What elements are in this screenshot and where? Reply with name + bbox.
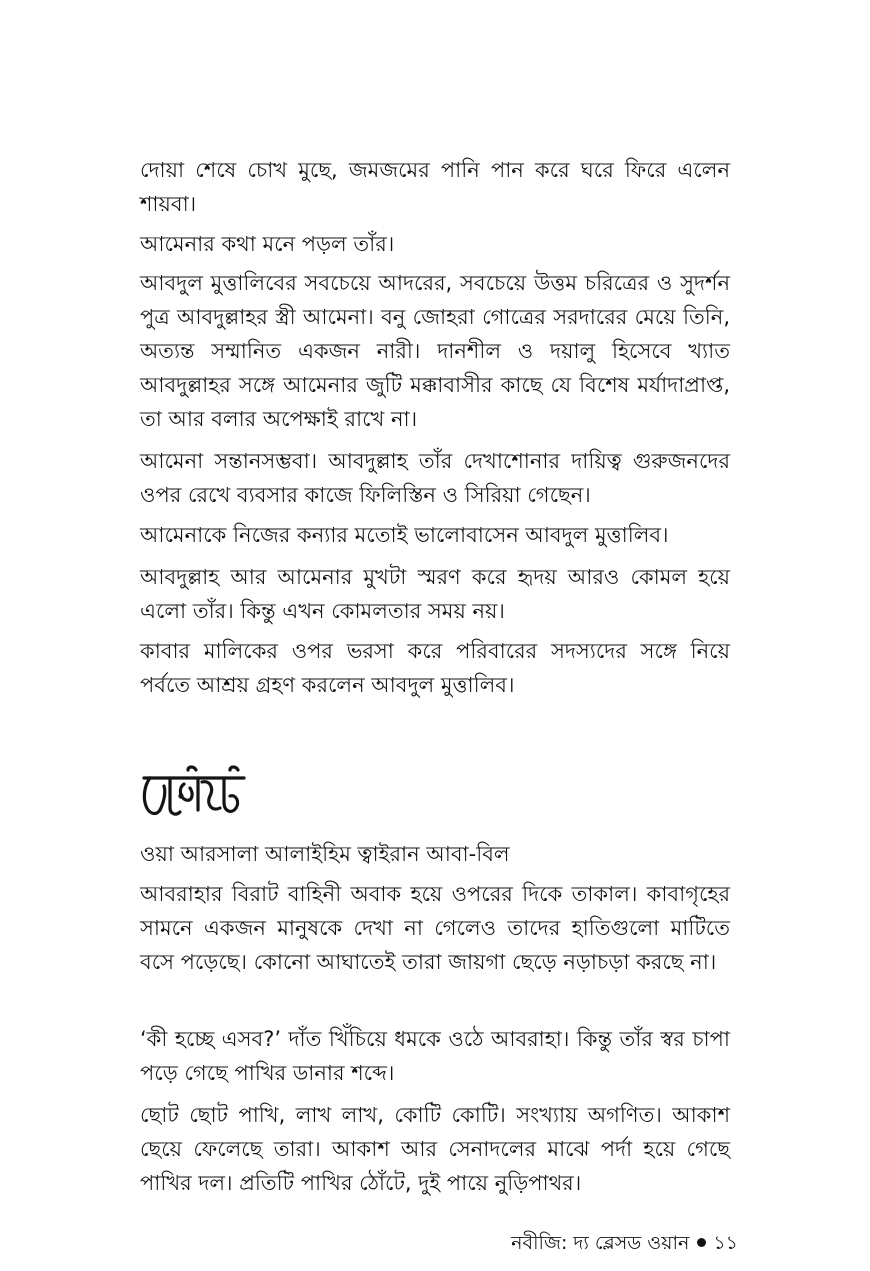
page-number: ১১ bbox=[713, 1232, 738, 1254]
top-paragraph-1-block bbox=[140, 153, 730, 221]
footer-book-title: নবীজি: দ্য ব্লেসড ওয়ান bbox=[511, 1232, 690, 1254]
bottom-paragraph-3-block bbox=[140, 1098, 730, 1200]
paragraph: আমেনাকে নিজের কন্যার মতোই ভালোবাসেন আবদুল মুত্তালিব। bbox=[140, 523, 669, 547]
top-paragraph-5-block bbox=[140, 518, 730, 552]
section-subtitle-block bbox=[140, 837, 730, 871]
paragraph: কাবার মালিকের ওপর ভরসা করে পরিবারের সদস্যদের সঙ্গে নিয়ে পর্বতে আশ্রয় গ্রহণ করলেন আবদুল মুত্তালিব। bbox=[140, 639, 730, 697]
top-paragraph-4-block bbox=[140, 444, 730, 512]
top-paragraph-7-block bbox=[140, 634, 730, 702]
paragraph: আবদুল্লাহ আর আমেনার মুখটা স্মরণ করে হৃদয় আরও কোমল হয়ে এলো তাঁর। কিন্তু এখন কোমলতার সময় নয়। bbox=[140, 565, 730, 623]
paragraph: ‘কী হচ্ছে এসব?’ দাঁত খিঁচিয়ে ধমকে ওঠে আবরাহা। কিন্তু তাঁর স্বর চাপা পড়ে গেছে পাখির ডানার শব্দে। bbox=[140, 1027, 730, 1085]
paragraph: আমেনার কথা মনে পড়ল তাঁর। bbox=[140, 232, 395, 256]
bottom-paragraph-2-block bbox=[140, 1022, 730, 1090]
paragraph: আবরাহার বিরাট বাহিনী অবাক হয়ে ওপরের দিকে তাকাল। কাবাগৃহের সামনে একজন মানুষকে দেখা না গেলেও তাদের হাতিগুলো মাটিতে বসে পড়েছে। কোনো আঘাতেই তারা জায়গা ছেড়ে নড়াচড়া করছে না। bbox=[140, 882, 730, 974]
paragraph: দোয়া শেষে চোখ মুছে, জমজমের পানি পান করে ঘরে ফিরে এলেন শায়বা। bbox=[140, 158, 730, 216]
paragraph: আমেনা সন্তানসম্ভবা। আবদুল্লাহ তাঁর দেখাশোনার দায়িত্ব গুরুজনদের ওপর রেখে ব্যবসার কাজে ফিলিস্তিন ও সিরিয়া গেছেন। bbox=[140, 449, 730, 507]
paragraph: ছোট ছোট পাখি, লাখ লাখ, কোটি কোটি। সংখ্যায় অগণিত। আকাশ ছেয়ে ফেলেছে তারা। আকাশ আর সেনাদলের মাঝে পর্দা হয়ে গেছে পাখির দল। প্রতিটি পাখির ঠোঁটে, দুই পায়ে নুড়িপাথর। bbox=[140, 1103, 730, 1195]
top-paragraph-2-block bbox=[140, 227, 730, 261]
top-paragraph-6-block bbox=[140, 560, 730, 628]
bottom-paragraph-1-block bbox=[140, 877, 730, 979]
section-ornament-icon bbox=[140, 762, 250, 822]
paragraph: আবদুল মুত্তালিবের সবচেয়ে আদরের, সবচেয়ে উত্তম চরিত্রের ও সুদর্শন পুত্র আবদুল্লাহর স্ত্রী আমেনা। বনু জোহরা গোত্রের সরদারের মেয়ে তিনি, অত্যন্ত সম্মানিত একজন নারী। দানশীল ও দয়ালু হিসেবে খ্যাত আবদুল্লাহর সঙ্গে আমেনার জুটি মক্কাবাসীর কাছে যে বিশেষ মর্যাদাপ্রাপ্ত, তা আর বলার অপেক্ষাই রাখে না। bbox=[140, 271, 730, 431]
section-subtitle: ওয়া আরসালা আলাইহিম ত্বাইরান আবা-বিল bbox=[140, 842, 510, 866]
bullet-separator-icon bbox=[697, 1238, 706, 1247]
page-footer bbox=[511, 1230, 738, 1256]
top-paragraph-3-block bbox=[140, 266, 730, 436]
